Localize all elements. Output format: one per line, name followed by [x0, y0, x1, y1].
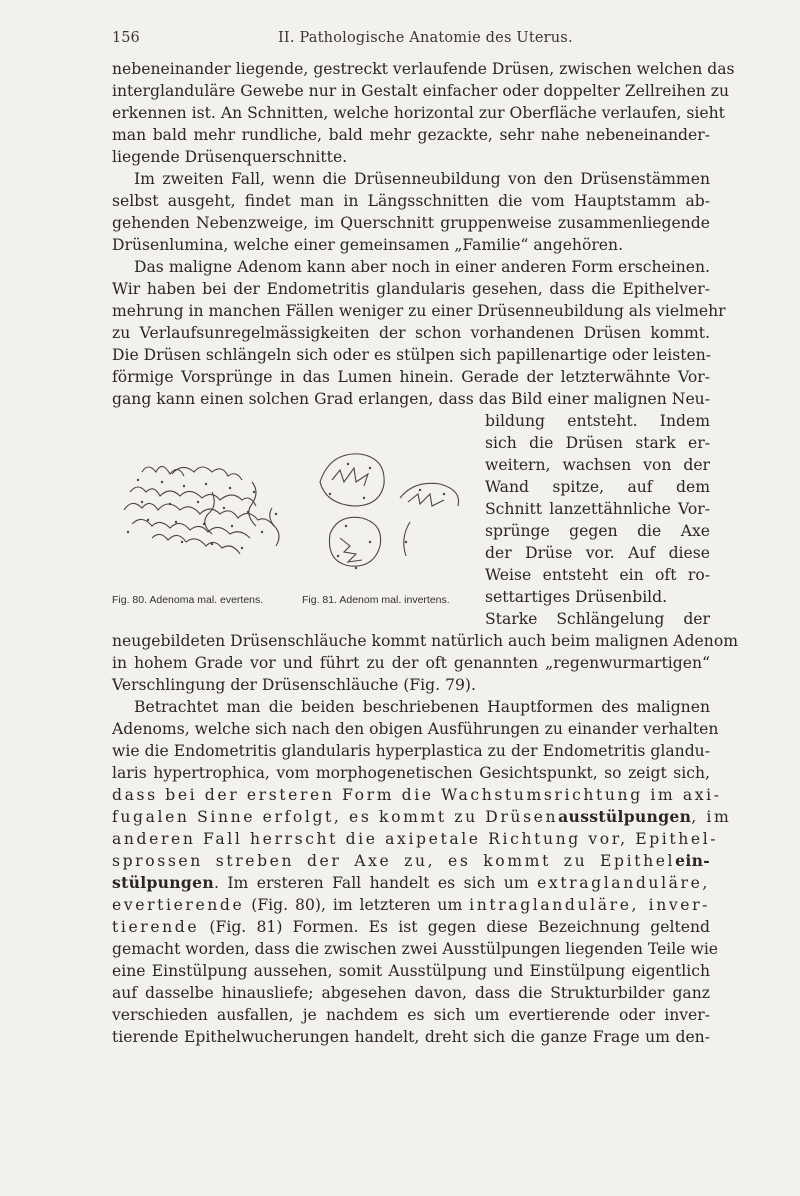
- emph-span: dass bei der ersteren Form die Wachstumsrichtung im axi-: [112, 786, 722, 804]
- text-line: Weise entsteht ein oft ro-: [485, 566, 710, 584]
- text-line-spaced: [112, 894, 710, 916]
- bold-span: stülpungen: [112, 873, 214, 892]
- text-span: (Fig. 81) Formen. Es ist gegen diese Bezeichnung geltend: [199, 918, 710, 936]
- figure-81-caption: [302, 594, 450, 606]
- text-line-spaced: [112, 784, 722, 806]
- text-line-spaced: [112, 850, 710, 872]
- figure-80-illustration: [112, 452, 302, 582]
- emph-span: fugalen Sinne erfolgt, es kommt zu Drüsen: [112, 808, 559, 826]
- text-line: sprünge gegen die Axe: [485, 522, 710, 540]
- emph-span: tierende: [112, 918, 200, 936]
- text-line: förmige Vorsprünge in das Lumen hinein. Gerade der letzterwähnte Vor-: [112, 368, 710, 386]
- figure-80-label: Fig. 80.: [112, 594, 148, 606]
- bold-span: ausstülpungen: [558, 807, 692, 826]
- text-line: weitern, wachsen von der: [485, 456, 710, 474]
- running-header: [112, 30, 712, 50]
- emph-span: extraglanduläre,: [537, 874, 710, 892]
- emph-span: evertierende: [112, 896, 245, 914]
- text-line: interglanduläre Gewebe nur in Gestalt einfacher oder doppelter Zellreihen zu: [112, 82, 730, 100]
- text-line: gehenden Nebenzweige, im Querschnitt gruppenweise zusammenliegende: [112, 214, 710, 232]
- text-line: Starke Schlängelung der: [485, 610, 710, 628]
- figure-80-caption-text: Adenoma mal. evertens.: [149, 594, 264, 606]
- page-number: 156: [112, 30, 140, 46]
- text-line: nebeneinander liegende, gestreckt verlaufende Drüsen, zwischen welchen das: [112, 60, 735, 78]
- text-line: wie die Endometritis glandularis hyperplastica zu der Endometritis glandu-: [112, 742, 710, 760]
- text-line-spaced: [112, 872, 710, 894]
- text-line-spaced: [112, 806, 732, 828]
- text-line: eine Einstülpung aussehen, somit Ausstülpung und Einstülpung eigentlich: [112, 962, 710, 980]
- figure-81-illustration: [300, 442, 480, 592]
- text-line: Die Drüsen schlängeln sich oder es stülpen sich papillenartige oder leisten-: [112, 346, 712, 364]
- text-line: Adenoms, welche sich nach den obigen Ausführungen zu einander verhalten: [112, 720, 719, 738]
- text-line: verschieden ausfallen, je nachdem es sich um evertierende oder inver-: [112, 1006, 710, 1024]
- text-line: man bald mehr rundliche, bald mehr gezackte, sehr nahe nebeneinander-: [112, 126, 710, 144]
- text-line: gang kann einen solchen Grad erlangen, dass das Bild einer malignen Neu-: [112, 390, 710, 408]
- text-line-spaced: [112, 828, 719, 850]
- text-line: Verschlingung der Drüsenschläuche (Fig. 79).: [112, 676, 476, 694]
- text-line: sich die Drüsen stark er-: [485, 434, 710, 452]
- text-line: neugebildeten Drüsenschläuche kommt natürlich auch beim malignen Adenom: [112, 632, 738, 650]
- text-line: Das maligne Adenom kann aber noch in einer anderen Form erscheinen.: [134, 258, 710, 276]
- text-line: selbst ausgeht, findet man in Längsschnitten die vom Hauptstamm ab-: [112, 192, 710, 210]
- text-line: Im zweiten Fall, wenn die Drüsenneubildung von den Drüsenstämmen: [134, 170, 710, 188]
- emph-span: sprossen streben der Axe zu, es kommt zu Epithel: [112, 852, 676, 870]
- text-line: Betrachtet man die beiden beschriebenen Hauptformen des malignen: [134, 698, 710, 716]
- text-line: gemacht worden, dass die zwischen zwei Ausstülpungen liegenden Teile wie: [112, 940, 719, 958]
- running-title: II. Pathologische Anatomie des Uterus.: [278, 30, 573, 46]
- emph-span: anderen Fall herrscht die axipetale Richtung vor, Epithel-: [112, 830, 719, 848]
- emph-span: , im: [691, 808, 732, 826]
- text-line: settartiges Drüsenbild.: [485, 588, 668, 606]
- text-line-spaced: [112, 916, 710, 938]
- text-line: bildung entsteht. Indem: [485, 412, 710, 430]
- text-line: Drüsenlumina, welche einer gemeinsamen „Familie“ angehören.: [112, 236, 624, 254]
- figure-80-caption: [112, 594, 263, 606]
- text-span: (Fig. 80), im letzteren um: [244, 896, 470, 914]
- emph-span: intraglanduläre, inver-: [469, 896, 710, 914]
- text-line: mehrung in manchen Fällen weniger zu einer Drüsenneubildung als vielmehr: [112, 302, 726, 320]
- text-line: tierende Epithelwucherungen handelt, dreht sich die ganze Frage um den-: [112, 1028, 710, 1046]
- text-line: zu Verlaufsunregelmässigkeiten der schon vorhandenen Drüsen kommt.: [112, 324, 710, 342]
- text-line: Wir haben bei der Endometritis glandularis gesehen, dass die Epithelver-: [112, 280, 710, 298]
- text-line: in hohem Grade vor und führt zu der oft genannten „regenwurmartigen“: [112, 654, 710, 672]
- text-line: liegende Drüsenquerschnitte.: [112, 148, 348, 166]
- text-line: auf dasselbe hinausliefe; abgesehen davon, dass die Strukturbilder ganz: [112, 984, 710, 1002]
- text-line: erkennen ist. An Schnitten, welche horizontal zur Oberfläche verlaufen, sieht: [112, 104, 725, 122]
- text-line: Schnitt lanzettähnliche Vor-: [485, 500, 710, 518]
- text-line: Wand spitze, auf dem: [485, 478, 710, 496]
- figure-81-label: Fig. 81.: [302, 594, 338, 606]
- bold-span: ein-: [675, 851, 710, 870]
- figure-81-caption-text: Adenom mal. invertens.: [339, 594, 450, 606]
- text-line: laris hypertrophica, vom morphogenetischen Gesichtspunkt, so zeigt sich,: [112, 764, 710, 782]
- text-span: . Im ersteren Fall handelt es sich um: [213, 874, 538, 892]
- text-line: der Drüse vor. Auf diese: [485, 544, 710, 562]
